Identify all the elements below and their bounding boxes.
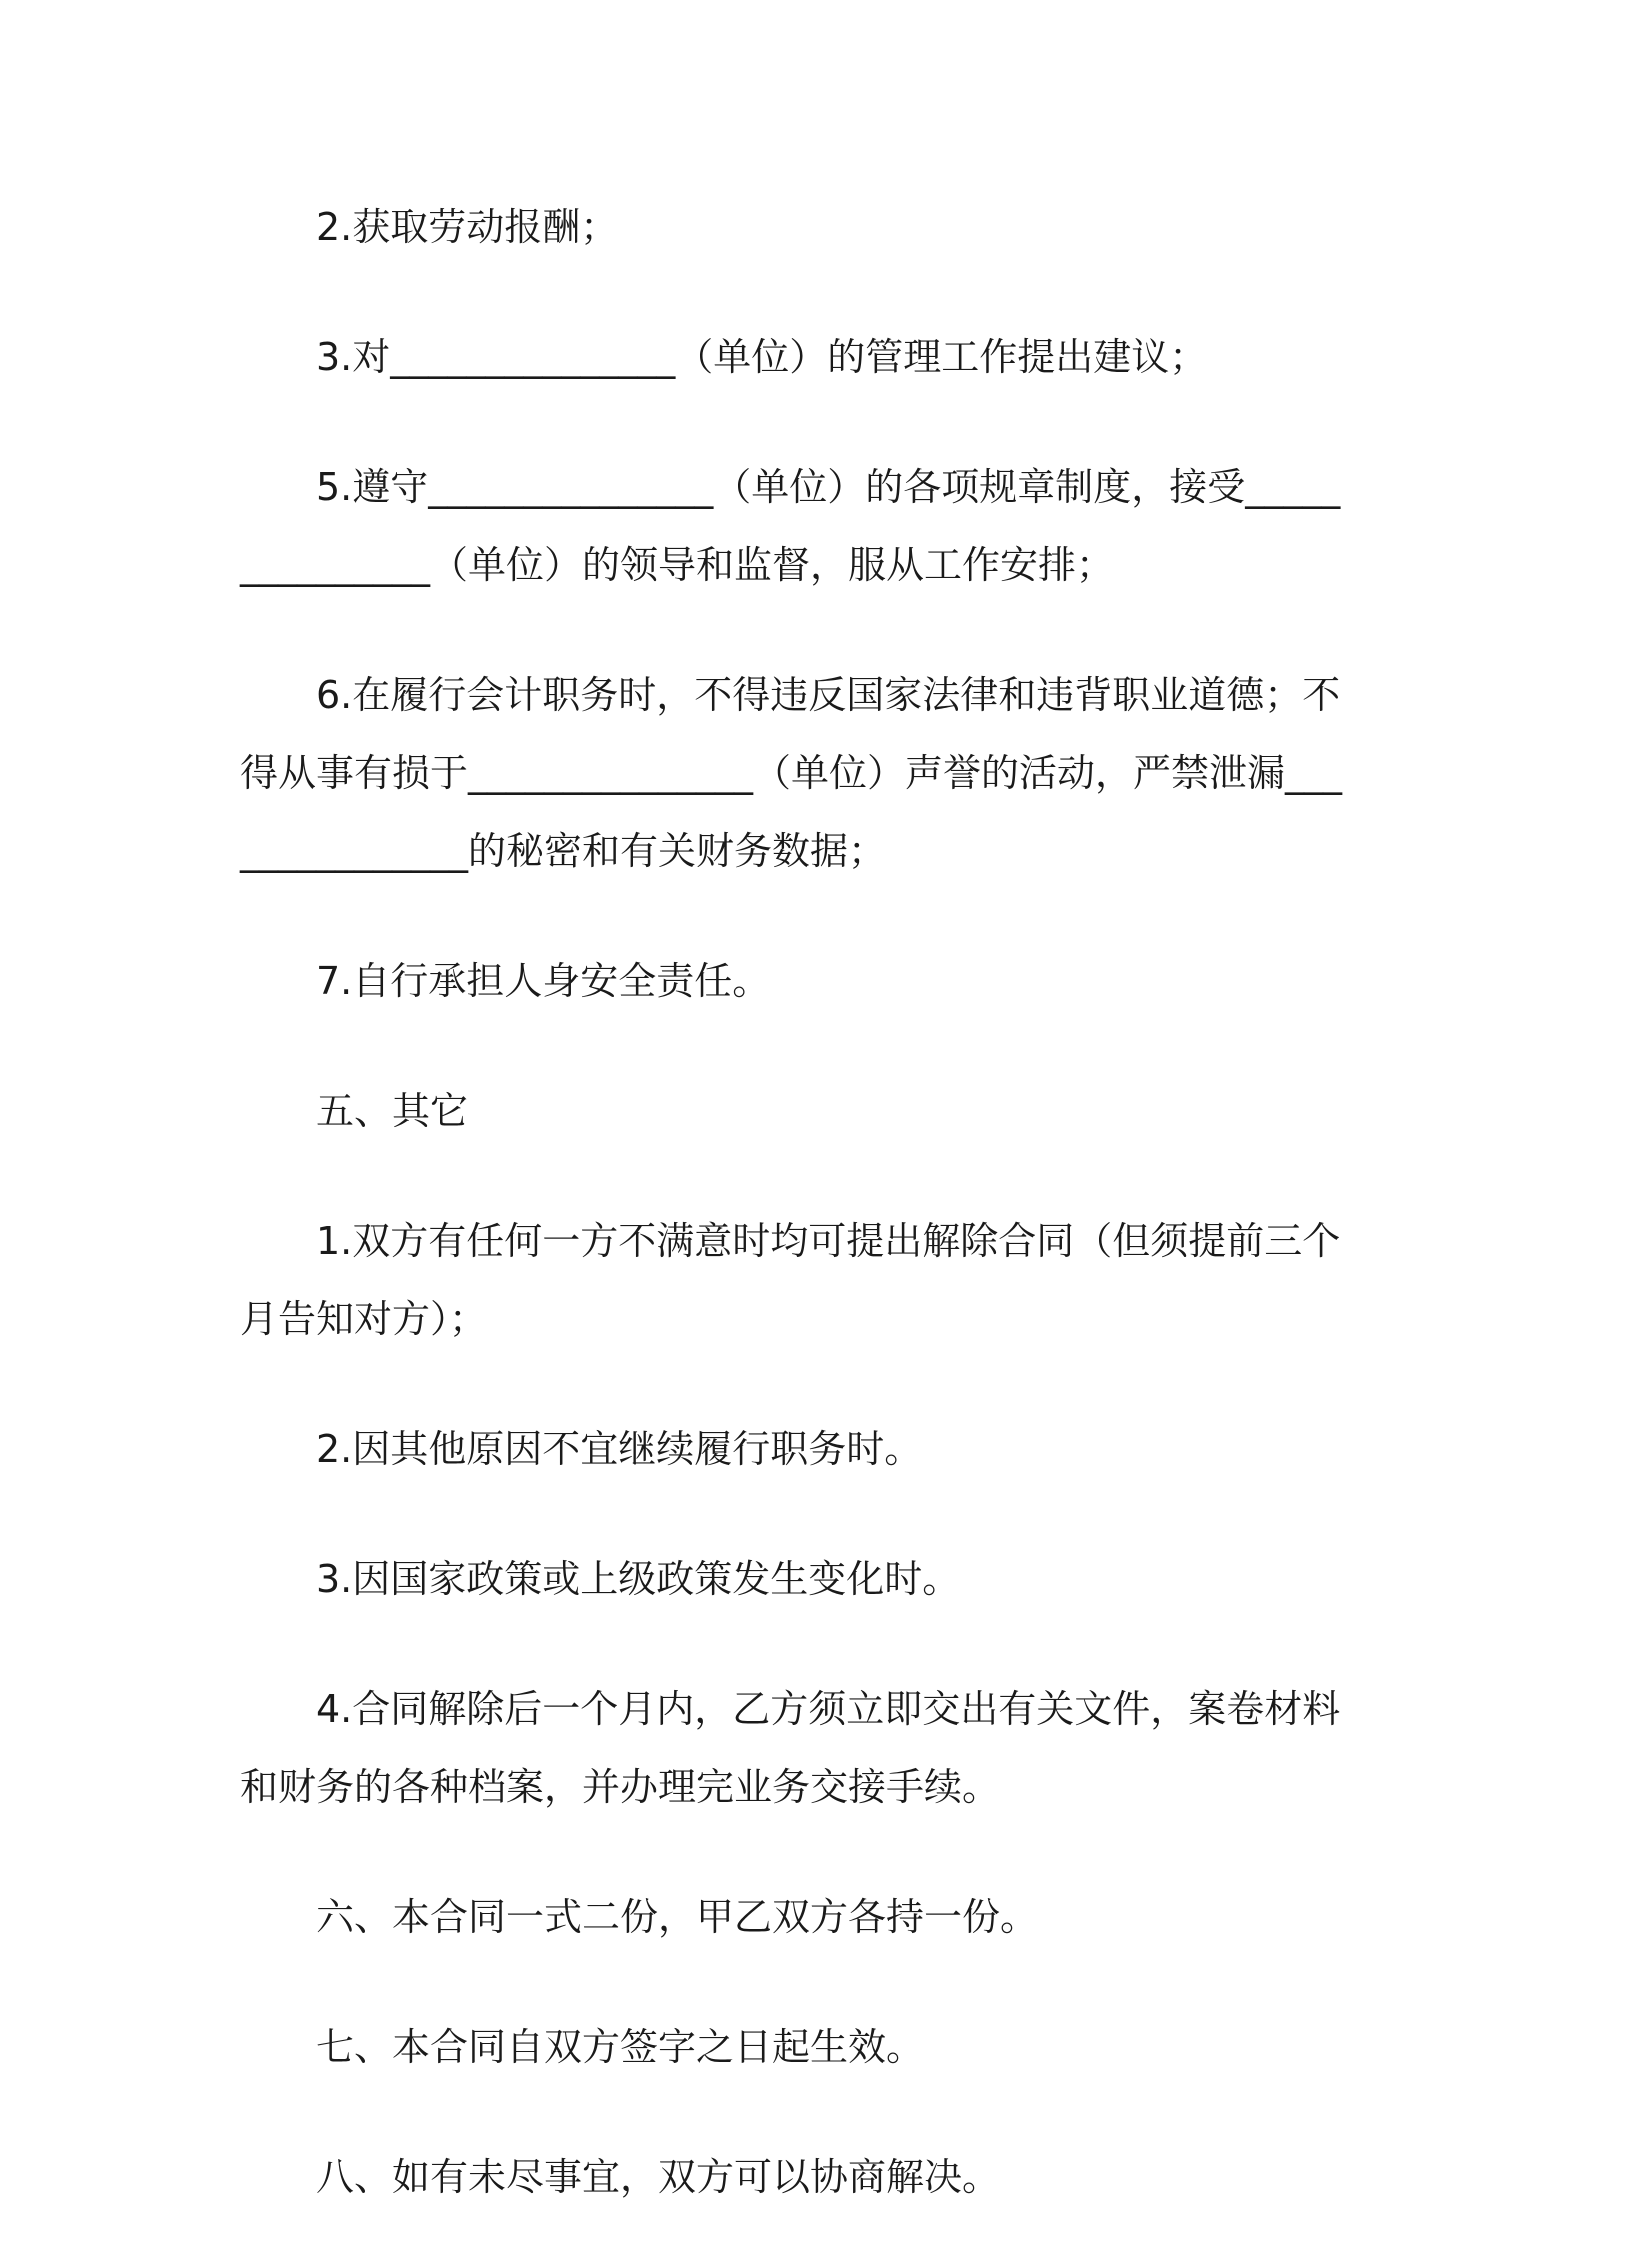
- paragraph-termination-3: 3.因国家政策或上级政策发生变化时。: [316, 1557, 961, 1601]
- paragraph-item-6: 6.在履行会计职务时，不得违反国家法律和违背职业道德；不得从事有损于_______________（单位）声誉的活动，严禁泄漏_______________的秘密和有关财务数据；: [240, 673, 1343, 873]
- clause-effective: 七、本合同自双方签字之日起生效。: [316, 2025, 925, 2069]
- document-body: [240, 188, 1350, 2268]
- section-heading-other: 五、其它: [316, 1089, 469, 1133]
- paragraph-termination-4: 4.合同解除后一个月内，乙方须立即交出有关文件，案卷材料和财务的各种档案，并办理完业务交接手续。: [240, 1687, 1341, 1809]
- paragraph-item-3: 3.对_______________（单位）的管理工作提出建议；: [316, 335, 1208, 379]
- clause-copies: 六、本合同一式二份，甲乙双方各持一份。: [316, 1895, 1039, 1939]
- paragraph-termination-1: 1.双方有任何一方不满意时均可提出解除合同（但须提前三个月告知对方）；: [240, 1219, 1341, 1341]
- paragraph-termination-2: 2.因其他原因不宜继续履行职务时。: [316, 1427, 923, 1471]
- paragraph-item-2: 2.获取劳动报酬；: [316, 205, 619, 249]
- paragraph-item-5: 5.遵守_______________（单位）的各项规章制度，接受_______________（单位）的领导和监督，服从工作安排；: [240, 465, 1341, 587]
- paragraph-item-7: 7.自行承担人身安全责任。: [316, 959, 771, 1003]
- clause-negotiation: 八、如有未尽事宜，双方可以协商解决。: [316, 2155, 1001, 2199]
